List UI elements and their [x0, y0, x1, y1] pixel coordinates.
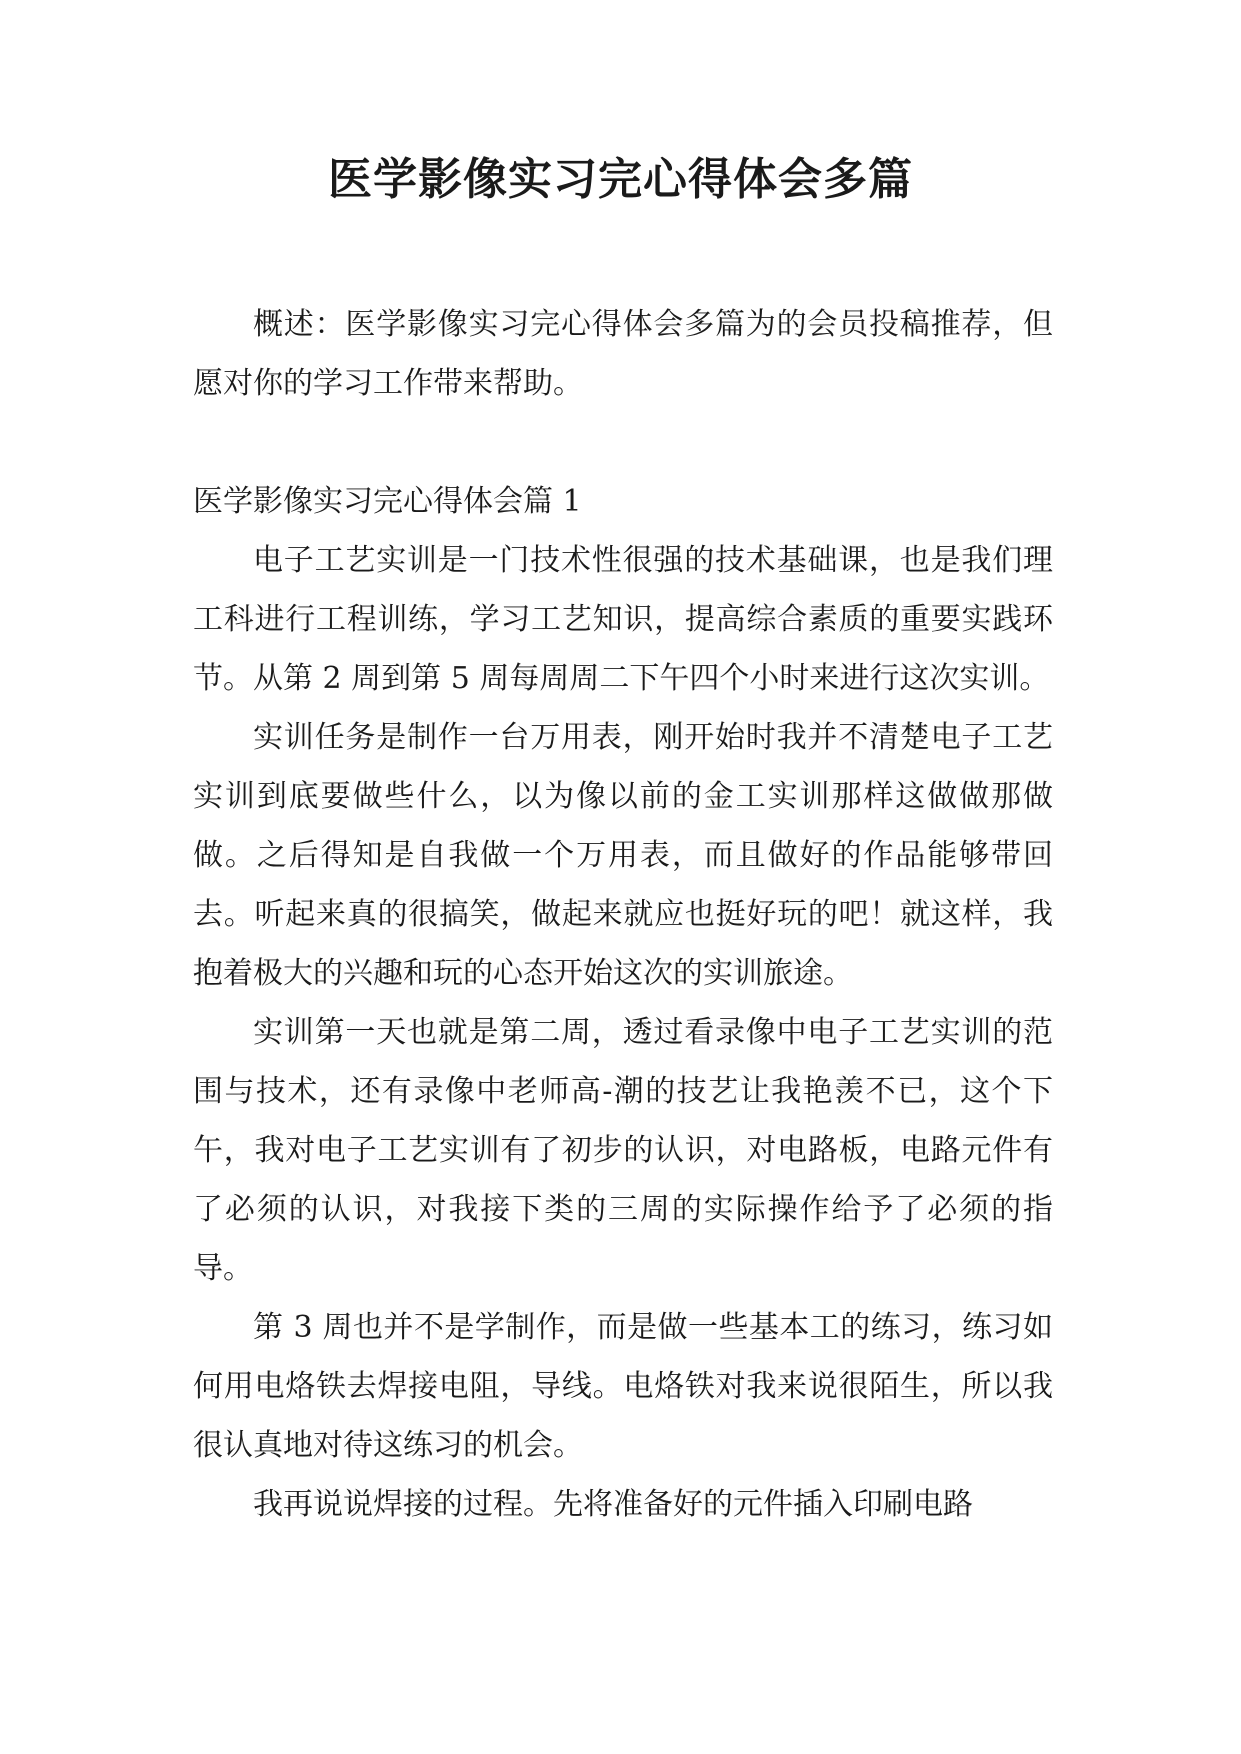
body-paragraph-4: 第 3 周也并不是学制作，而是做一些基本工的练习，练习如何用电烙铁去焊接电阻，导线。电烙铁对我来说很陌生，所以我很认真地对待这练习的机会。 [193, 1310, 1053, 1463]
section-heading: 医学影像实习完心得体会篇 1 [193, 484, 582, 519]
body-paragraph-5: 我再说说焊接的过程。先将准备好的元件插入印刷电路 [253, 1487, 973, 1522]
body-paragraph-1: 电子工艺实训是一门技术性很强的技术基础课，也是我们理工科进行工程训练，学习工艺知识，提高综合素质的重要实践环节。从第 2 周到第 5 周每周周二下午四个小时来进行这次实训。 [193, 543, 1053, 696]
document-title: 医学影像实习完心得体会多篇 [328, 154, 913, 205]
body-paragraph-2: 实训任务是制作一台万用表，刚开始时我并不清楚电子工艺实训到底要做些什么，以为像以前的金工实训那样这做做那做做。之后得知是自我做一个万用表，而且做好的作品能够带回去。听起来真的很搞笑，做起来就应也挺好玩的吧！就这样，我抱着极大的兴趣和玩的心态开始这次的实训旅途。 [193, 720, 1053, 991]
summary-paragraph: 概述：医学影像实习完心得体会多篇为的会员投稿推荐，但愿对你的学习工作带来帮助。 [193, 307, 1053, 401]
body-paragraph-3: 实训第一天也就是第二周，透过看录像中电子工艺实训的范围与技术，还有录像中老师高-潮的技艺让我艳羡不已，这个下午，我对电子工艺实训有了初步的认识，对电路板，电路元件有了必须的认识，对我接下类的三周的实际操作给予了必须的指导。 [193, 1015, 1053, 1286]
document-body [193, 295, 1053, 1534]
